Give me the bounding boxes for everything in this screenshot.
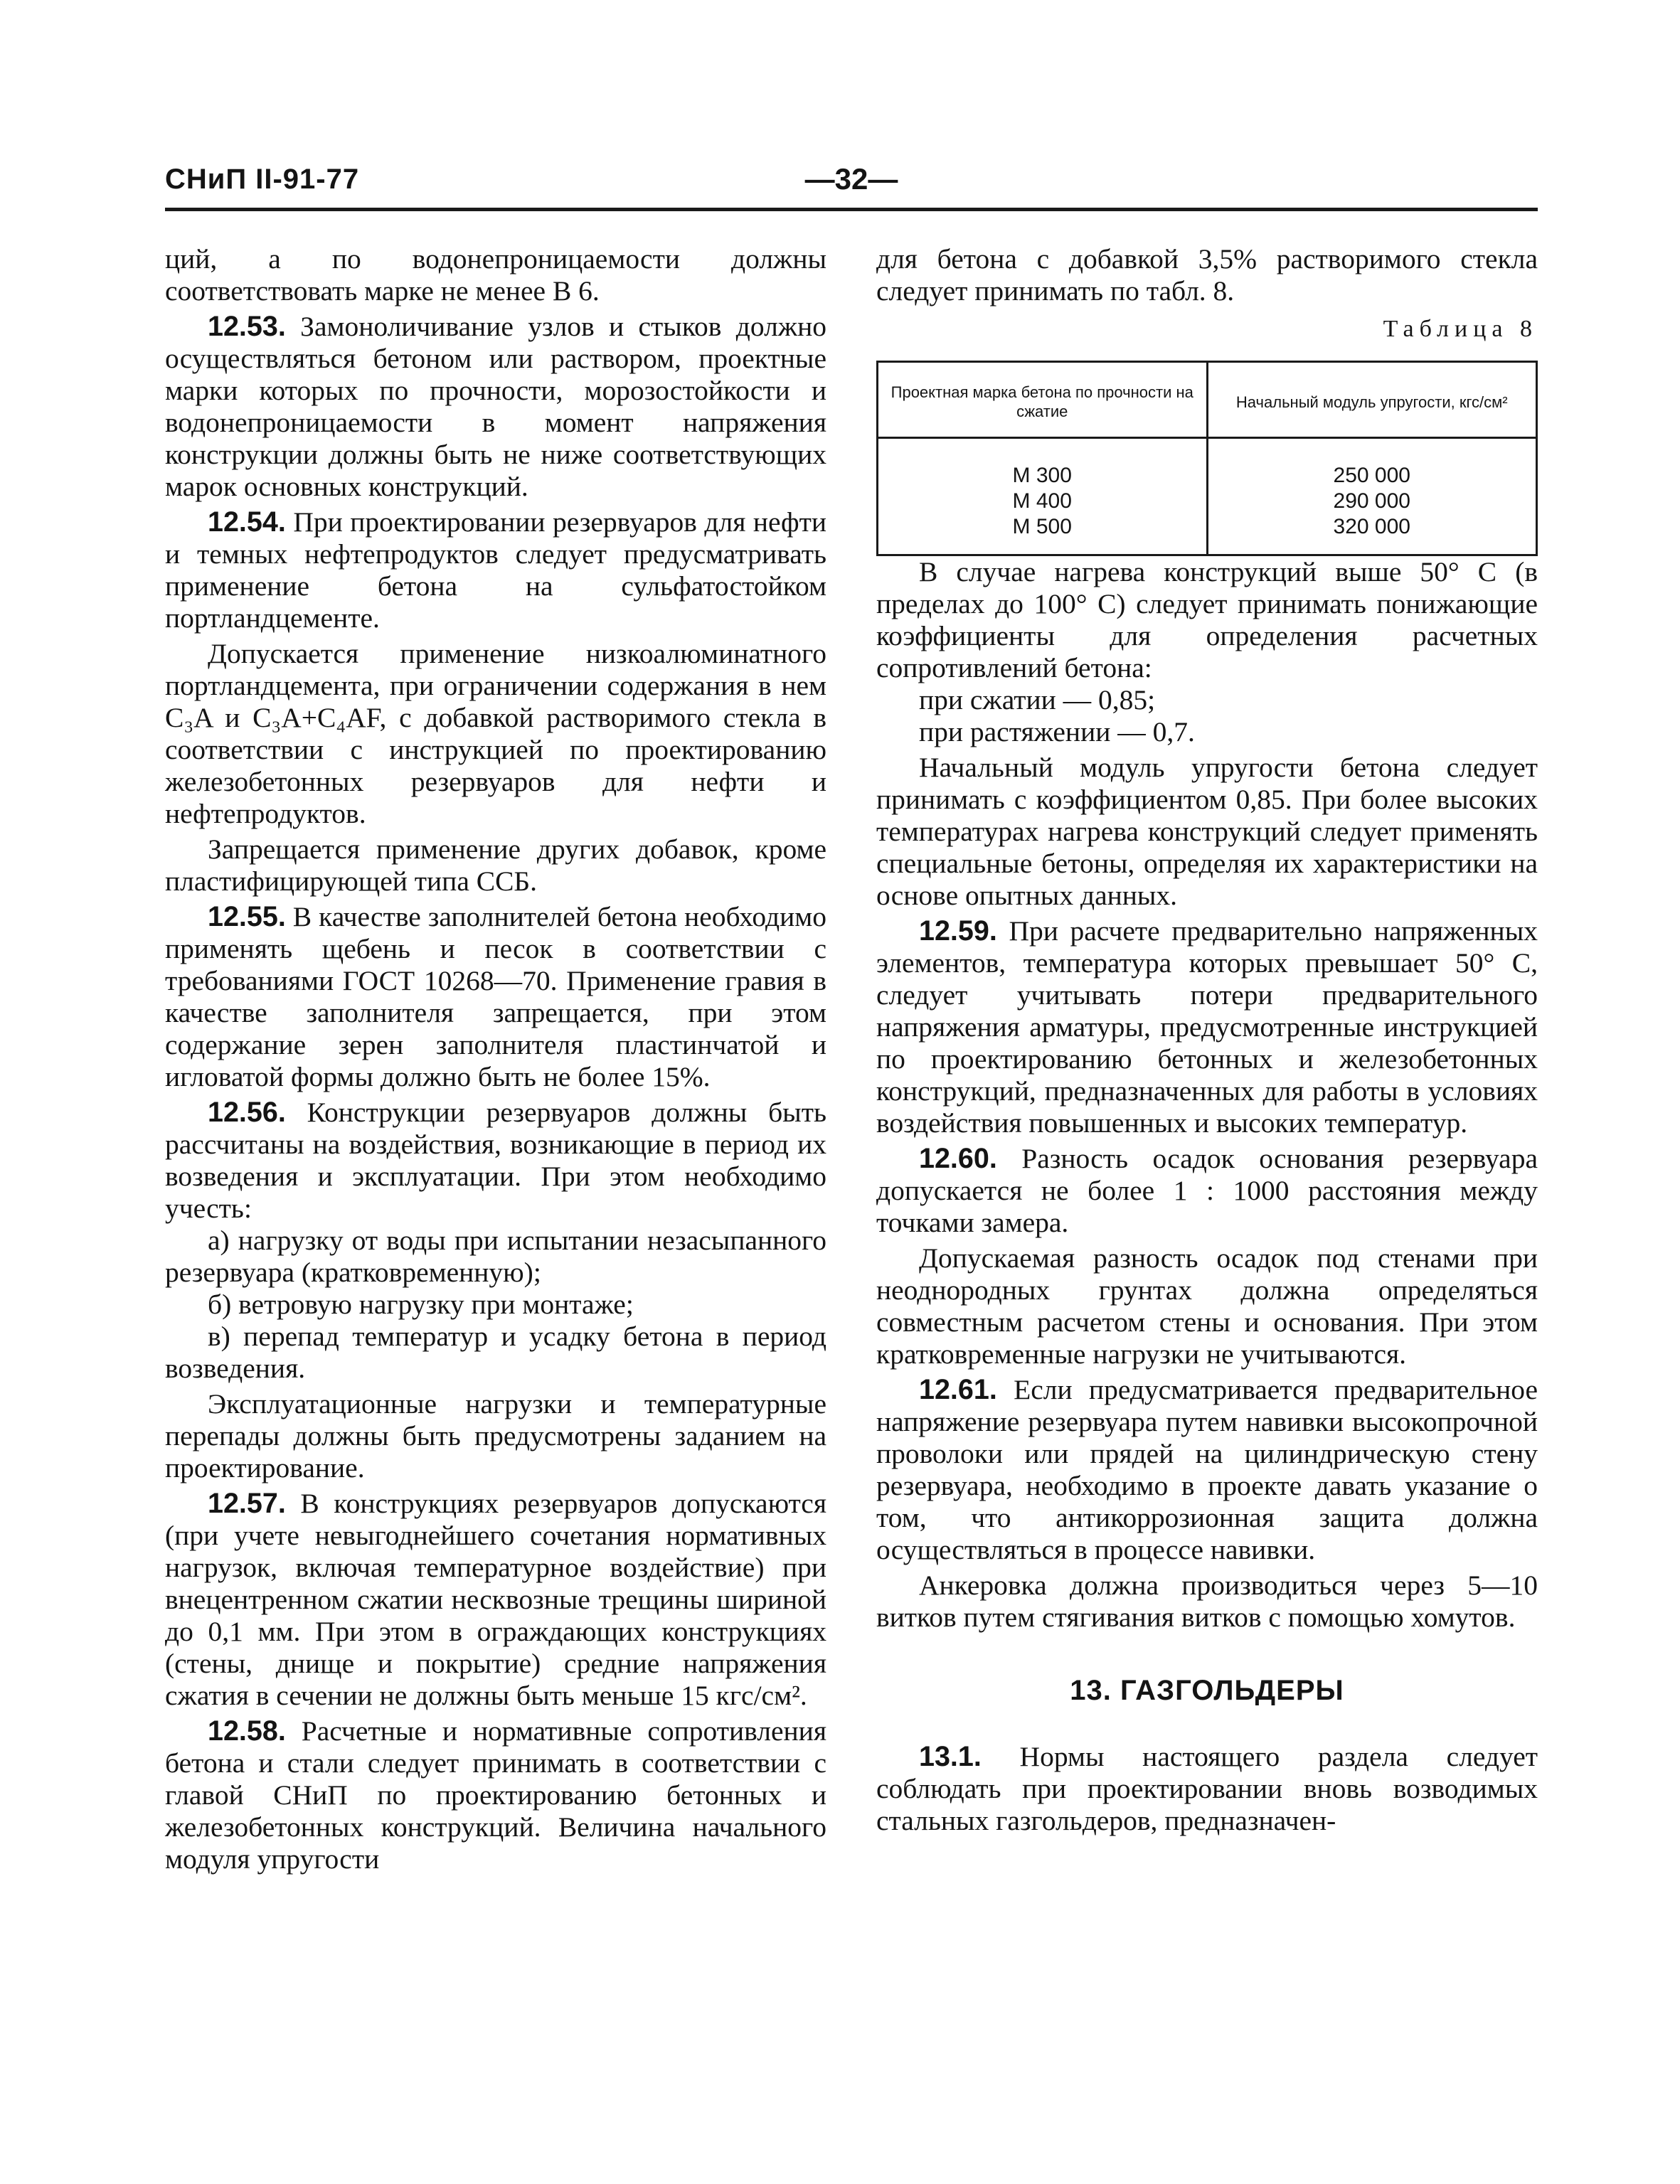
clause-number: 13.1. [919, 1741, 982, 1772]
clause-number: 12.53. [208, 311, 286, 342]
clause-number: 12.54. [208, 506, 286, 538]
paragraph-text: При проектировании резервуаров для нефти и темных нефтепродуктов следует предусматривать применение бетона на сульфатостойком портландцементе. [165, 506, 826, 634]
paragraph-12-56 [165, 1097, 826, 1225]
clause-number: 12.55. [208, 901, 286, 932]
paragraph-text: Замоноличивание узлов и стыков должно осуществляться бетоном или раствором, проектные марки которых по прочности, морозостойкости и водонепроницаемости в момент напряжения конструкции должны быть не ниже соответствующих марок основных конструкций. [165, 311, 826, 502]
paragraph-anchoring: Анкеровка должна производиться через 5—10 витков путем стягивания витков с помощью хомутов. [876, 1570, 1538, 1633]
document-code: СНиП II-91-77 [165, 164, 360, 195]
paragraph-low-aluminate: Допускается применение низкоалюминатного портландцемента, при ограничении содержания в нем C₃A и C₃A+C₄AF, с добавкой растворимого стекла в соответствии с инструкцией по проектированию железобетонных резервуаров для нефти и нефтепродуктов. [165, 638, 826, 829]
list-item-a: а) нагрузку от воды при испытании незасыпанного резервуара (кратковременную); [165, 1225, 826, 1288]
table-header-row [878, 362, 1537, 438]
clause-number: 12.58. [208, 1715, 286, 1747]
paragraph-12-60 [876, 1143, 1538, 1239]
paragraph-12-57 [165, 1488, 826, 1712]
clause-number: 12.61. [919, 1374, 997, 1405]
paragraph-text: Конструкции резервуаров должны быть рассчитаны на воздействия, возникающие в период их возведения и эксплуатации. При этом необходимо учесть: [165, 1097, 826, 1224]
table-cell: 320 000 [1333, 515, 1410, 538]
left-column [165, 243, 826, 1875]
header-rule [165, 208, 1538, 211]
table-cell: 250 000 [1333, 464, 1410, 487]
table-cell: М 400 [1012, 489, 1072, 513]
clause-number: 12.57. [208, 1488, 286, 1519]
table-cell: 290 000 [1333, 489, 1410, 513]
column-header-modulus: Начальный модуль упругости, кгс/см² [1207, 362, 1537, 438]
clause-number: 12.56. [208, 1097, 286, 1128]
paragraph-text: Разность осадок основания резервуара допускается не более 1 : 1000 расстояния между точками замера. [876, 1143, 1538, 1238]
paragraph-continuation: для бетона с добавкой 3,5% растворимого стекла следует принимать по табл. 8. [876, 243, 1538, 307]
paragraph-text: Если предусматривается предварительное напряжение резервуара путем навивки высокопрочной проволоки или прядей на цилиндрическую стену резервуара, необходимо в проекте давать указание о том, что антикоррозионная защита должна осуществляться в процессе навивки. [876, 1374, 1538, 1565]
table-row [878, 438, 1537, 555]
paragraph-12-54 [165, 506, 826, 634]
list-item-tension: при растяжении — 0,7. [919, 716, 1195, 747]
clause-number: 12.59. [919, 915, 997, 947]
paragraph-13-1 [876, 1741, 1538, 1837]
table-caption: Таблица 8 [1383, 316, 1538, 342]
paragraph-text: В качестве заполнителей бетона необходимо применять щебень и песок в соответствии с требованиями ГОСТ 10268—70. Применение гравия в качестве заполнителя запрещается, при этом содержание зерен заполнителя пластинчатой и игловатой формы должно быть не более 15%. [165, 901, 826, 1092]
modulus-cells [1207, 438, 1537, 555]
list-item-compression: при сжатии — 0,85; [919, 684, 1156, 715]
paragraph-12-58 [165, 1715, 826, 1875]
paragraph-operational-loads: Эксплуатационные нагрузки и температурные перепады должны быть предусмотрены заданием на проектирование. [165, 1388, 826, 1483]
table-8 [876, 361, 1538, 556]
paragraph-modulus-coefficient: Начальный модуль упругости бетона следует принимать с коэффициентом 0,85. При более высоких температурах нагрева конструкций следует применять специальные бетоны, определяя их характеристики на основе опытных данных. [876, 752, 1538, 911]
paragraph-text: Расчетные и нормативные сопротивления бетона и стали следует принимать в соответствии с главой СНиП по проектированию бетонных и железобетонных конструкций. Величина начального модуля упругости [165, 1715, 826, 1875]
list-item-b: б) ветровую нагрузку при монтаже; [208, 1289, 634, 1320]
paragraph-heating: В случае нагрева конструкций выше 50° С (в пределах до 100° С) следует принимать понижающие коэффициенты для определения расчетных сопротивлений бетона: [876, 556, 1538, 683]
paragraph-12-53 [165, 311, 826, 503]
right-column [876, 243, 1538, 1837]
clause-number: 12.60. [919, 1143, 997, 1174]
column-header-grade: Проектная марка бетона по прочности на сжатие [878, 362, 1208, 438]
paragraph-12-55 [165, 901, 826, 1093]
paragraph-text: При расчете предварительно напряженных элементов, температура которых превышает 50° С, следует учитывать потери предварительного напряжения арматуры, предусмотренные инструкцией по проектированию бетонных и железобетонных конструкций, предназначенных для работы в условиях воздействия повышенных и высоких температур. [876, 915, 1538, 1139]
paragraph-text: В конструкциях резервуаров допускаются (при учете невыгоднейшего сочетания нормативных нагрузок, включая температурное воздействие) при внецентренном сжатии несквозные трещины шириной до 0,1 мм. При этом в ограждающих конструкциях (стены, днище и покрытие) средние напряжения сжатия в сечении не должны быть меньше 15 кгс/см². [165, 1488, 826, 1711]
page-header [165, 159, 1538, 208]
table-cell: М 500 [1012, 515, 1072, 538]
paragraph-settlement: Допускаемая разность осадок под стенами при неоднородных грунтах должна определяться совместным расчетом стены и основания. При этом кратковременные нагрузки не учитываются. [876, 1242, 1538, 1370]
paragraph-additives-ban: Запрещается применение других добавок, кроме пластифицирующей типа ССБ. [165, 833, 826, 897]
list-item-c: в) перепад температур и усадку бетона в период возведения. [165, 1321, 826, 1384]
section-title: 13. ГАЗГОЛЬДЕРЫ [1070, 1675, 1344, 1706]
paragraph-continuation: ций, а по водонепроницаемости должны соответствовать марке не менее В 6. [165, 243, 826, 307]
paragraph-text: Нормы настоящего раздела следует соблюдать при проектировании вновь возводимых стальных газгольдеров, предназначен- [876, 1741, 1538, 1836]
paragraph-12-59 [876, 915, 1538, 1139]
paragraph-12-61 [876, 1374, 1538, 1566]
table-cell: М 300 [1012, 464, 1072, 487]
grade-cells [878, 438, 1208, 555]
page-number: —32— [804, 162, 898, 196]
